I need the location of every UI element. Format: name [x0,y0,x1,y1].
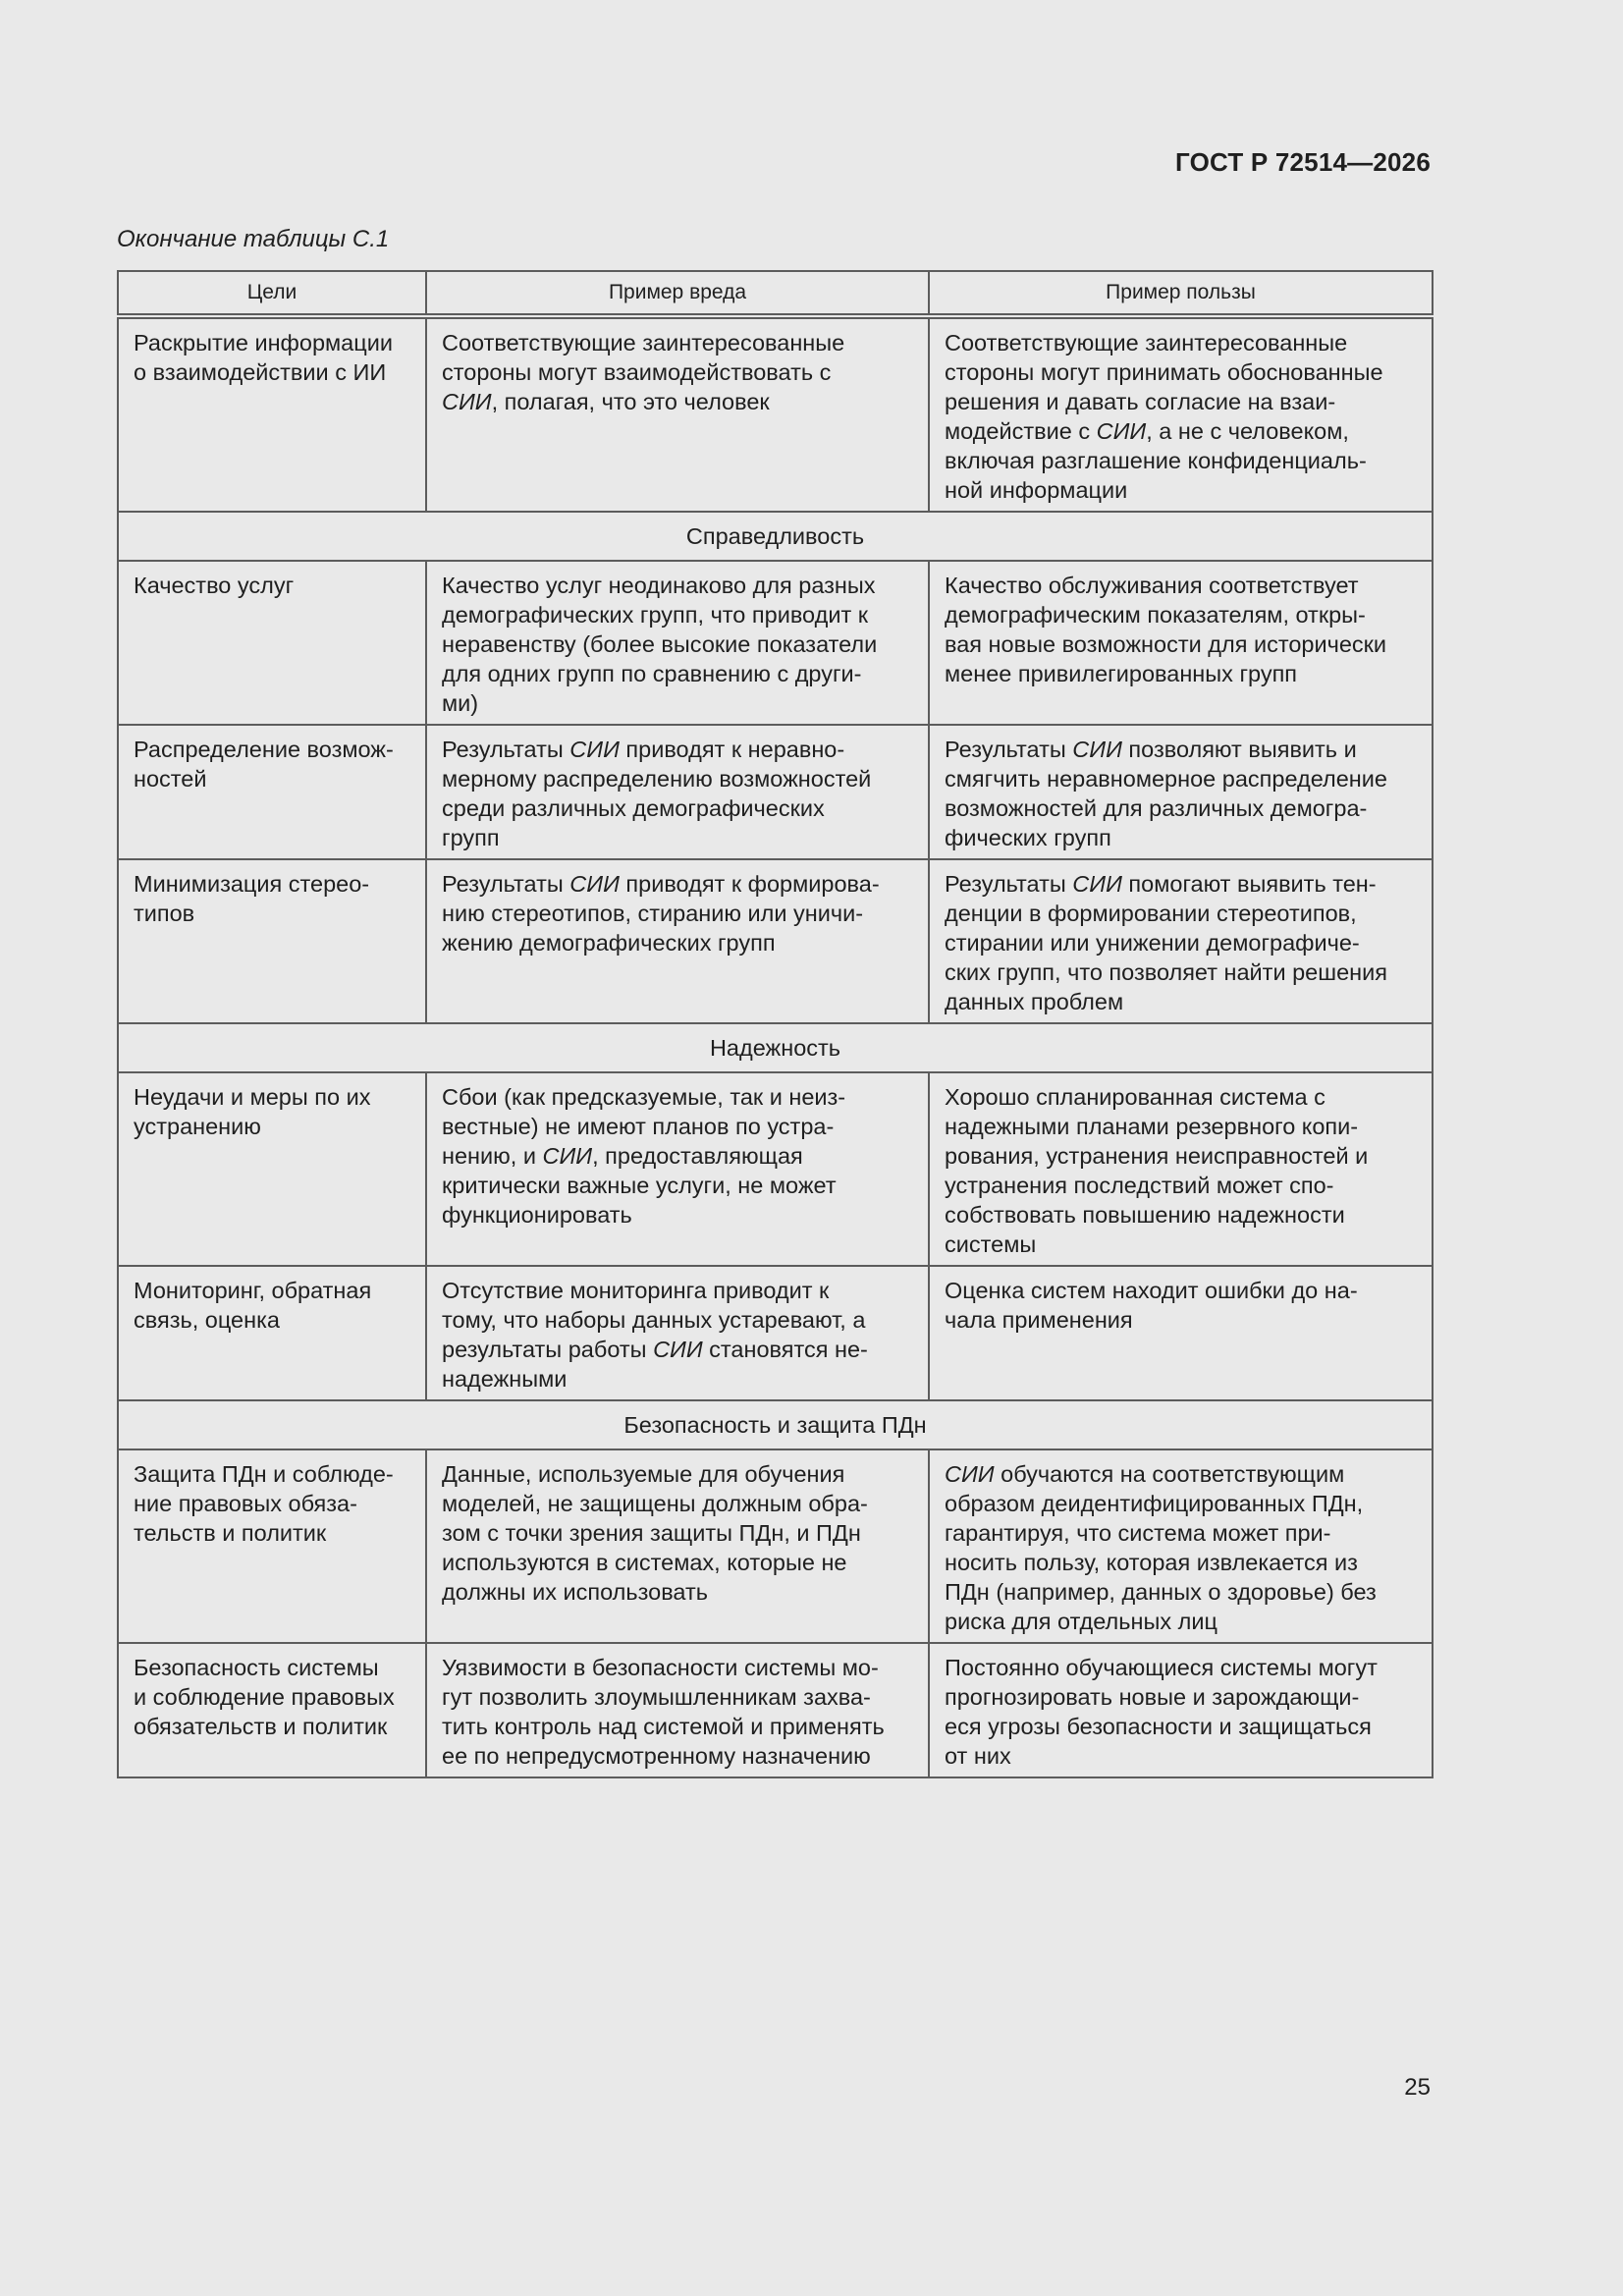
cell-text-line: тельств и политик [134,1520,327,1546]
cell-text-line: Неудачи и меры по их [134,1084,371,1110]
cell-text-line: демографических групп, что приводит к [442,602,869,628]
document-code: ГОСТ Р 72514—2026 [1175,147,1431,177]
cell-text-line: смягчить неравномерное распределение [945,766,1387,792]
table-header [118,271,1433,316]
harm-cell [426,1643,929,1777]
table-header-row [118,271,1433,316]
cell-text-line: собствовать повышению надежности [945,1202,1345,1228]
cell-text-line: Соответствующие заинтересованные [442,330,845,355]
cell-text-line: устранению [134,1114,261,1139]
cell-text-line: Раскрытие информации [134,330,393,355]
cell-text-line: надежными [442,1366,568,1392]
goal-cell [118,1449,426,1643]
benefit-cell [929,316,1433,512]
cell-text-line: Распределение возмож- [134,737,394,762]
cell-text-line: стороны могут принимать обоснованные [945,359,1383,385]
cell-text-line: обязательств и политик [134,1714,388,1739]
cell-text-line: Качество услуг [134,573,295,598]
cell-text-line: ние правовых обяза- [134,1491,357,1516]
goal-cell [118,561,426,725]
table-row [118,859,1433,1023]
table-body [118,316,1433,1777]
cell-text-line: ми) [442,690,479,716]
cell-text-line: СИИ, полагая, что это человек [442,389,770,414]
harm-cell [426,859,929,1023]
cell-text-line: Оценка систем находит ошибки до на- [945,1278,1358,1303]
cell-text-line: вестные) не имеют планов по устра- [442,1114,835,1139]
table-row [118,1643,1433,1777]
cell-text-line: о взаимодействии с ИИ [134,359,387,385]
benefit-cell [929,859,1433,1023]
section-row [118,1400,1433,1449]
cell-text-line: Качество услуг неодинаково для разных [442,573,876,598]
table-row [118,1072,1433,1266]
cell-text-line: мерному распределению возможностей [442,766,872,792]
cell-text-line: Качество обслуживания соответствует [945,573,1359,598]
cell-text-line: системы [945,1231,1037,1257]
cell-text-line: Результаты СИИ позволяют выявить и [945,737,1357,762]
cell-text-line: результаты работы СИИ становятся не- [442,1337,868,1362]
cell-text-line: типов [134,901,195,926]
cell-text-line: жению демографических групп [442,930,776,956]
benefit-cell [929,561,1433,725]
cell-text-line: рования, устранения неисправностей и [945,1143,1369,1169]
cell-text-line: ее по непредусмотренному назначению [442,1743,871,1769]
benefit-cell [929,725,1433,859]
cell-text-line: ностей [134,766,207,792]
cell-text-line: СИИ обучаются на соответствующим [945,1461,1345,1487]
table-caption: Окончание таблицы С.1 [117,226,390,252]
cell-text-line: вая новые возможности для исторически [945,631,1387,657]
cell-text-line: образом деидентифицированных ПДн, [945,1491,1364,1516]
cell-text-line: Результаты СИИ приводят к формирова- [442,871,880,897]
column-header-benefit-example: Пример пользы [929,271,1433,316]
cell-text-line: от них [945,1743,1011,1769]
cell-text-line: для одних групп по сравнению с други- [442,661,862,686]
cell-text-line: модействие с СИИ, а не с человеком, [945,418,1349,444]
cell-text-line: Результаты СИИ помогают выявить тен- [945,871,1377,897]
cell-text-line: нению, и СИИ, предоставляющая [442,1143,803,1169]
cell-text-line: Мониторинг, обратная [134,1278,372,1303]
cell-text-line: среди различных демографических [442,795,825,821]
cell-text-line: решения и давать согласие на взаи- [945,389,1336,414]
section-title: Безопасность и защита ПДн [118,1400,1433,1449]
cell-text-line: стирании или унижении демографиче- [945,930,1360,956]
cell-text-line: устранения последствий может спо- [945,1173,1334,1198]
cell-text-line: ной информации [945,477,1128,503]
column-header-harm-example: Пример вреда [426,271,929,316]
harm-cell [426,1266,929,1400]
goal-cell [118,316,426,512]
cell-text-line: функционировать [442,1202,632,1228]
cell-text-line: Отсутствие мониторинга приводит к [442,1278,830,1303]
cell-text-line: чала применения [945,1307,1133,1333]
cell-text-line: риска для отдельных лиц [945,1609,1217,1634]
harm-cell [426,561,929,725]
cell-text-line: связь, оценка [134,1307,280,1333]
page-number: 25 [1404,2074,1431,2101]
goals-harms-benefits-table [117,270,1434,1778]
cell-text-line: должны их использовать [442,1579,708,1605]
cell-text-line: Постоянно обучающиеся системы могут [945,1655,1378,1680]
harm-cell [426,316,929,512]
harm-cell [426,1072,929,1266]
cell-text-line: Соответствующие заинтересованные [945,330,1348,355]
cell-text-line: Уязвимости в безопасности системы мо- [442,1655,879,1680]
cell-text-line: гарантируя, что система может при- [945,1520,1331,1546]
goal-cell [118,1643,426,1777]
cell-text-line: неравенству (более высокие показатели [442,631,878,657]
section-title: Надежность [118,1023,1433,1072]
cell-text-line: групп [442,825,500,850]
goal-cell [118,1266,426,1400]
cell-text-line: ПДн (например, данных о здоровье) без [945,1579,1377,1605]
goal-cell [118,725,426,859]
cell-text-line: критически важные услуги, не может [442,1173,837,1198]
cell-text-line: и соблюдение правовых [134,1684,395,1710]
table-row [118,725,1433,859]
cell-text-line: зом с точки зрения защиты ПДн, и ПДн [442,1520,861,1546]
cell-text-line: Минимизация стерео- [134,871,370,897]
goal-cell [118,1072,426,1266]
cell-text-line: тить контроль над системой и применять [442,1714,885,1739]
section-title: Справедливость [118,512,1433,561]
cell-text-line: демографическим показателям, откры- [945,602,1366,628]
cell-text-line: Данные, используемые для обучения [442,1461,845,1487]
section-row [118,512,1433,561]
cell-text-line: возможностей для различных демогра- [945,795,1368,821]
table-row [118,316,1433,512]
benefit-cell [929,1449,1433,1643]
cell-text-line: Безопасность системы [134,1655,379,1680]
cell-text-line: прогнозировать новые и зарождающи- [945,1684,1360,1710]
cell-text-line: тому, что наборы данных устаревают, а [442,1307,866,1333]
cell-text-line: Сбои (как предсказуемые, так и неиз- [442,1084,846,1110]
section-row [118,1023,1433,1072]
cell-text-line: нию стереотипов, стиранию или уничи- [442,901,864,926]
cell-text-line: фических групп [945,825,1111,850]
cell-text-line: Защита ПДн и соблюде- [134,1461,394,1487]
column-header-goals: Цели [118,271,426,316]
cell-text-line: надежными планами резервного копи- [945,1114,1359,1139]
benefit-cell [929,1266,1433,1400]
cell-text-line: данных проблем [945,989,1124,1014]
harm-cell [426,725,929,859]
harm-cell [426,1449,929,1643]
goal-cell [118,859,426,1023]
table-row [118,561,1433,725]
table-row [118,1449,1433,1643]
benefit-cell [929,1072,1433,1266]
cell-text-line: еся угрозы безопасности и защищаться [945,1714,1372,1739]
cell-text-line: носить пользу, которая извлекается из [945,1550,1358,1575]
benefit-cell [929,1643,1433,1777]
cell-text-line: используются в системах, которые не [442,1550,847,1575]
cell-text-line: моделей, не защищены должным обра- [442,1491,868,1516]
cell-text-line: стороны могут взаимодействовать с [442,359,832,385]
table-row [118,1266,1433,1400]
cell-text-line: денции в формировании стереотипов, [945,901,1357,926]
cell-text-line: Результаты СИИ приводят к неравно- [442,737,845,762]
cell-text-line: менее привилегированных групп [945,661,1298,686]
cell-text-line: гут позволить злоумышленникам захва- [442,1684,871,1710]
cell-text-line: ских групп, что позволяет найти решения [945,959,1387,985]
cell-text-line: Хорошо спланированная система с [945,1084,1325,1110]
cell-text-line: включая разглашение конфиденциаль- [945,448,1367,473]
